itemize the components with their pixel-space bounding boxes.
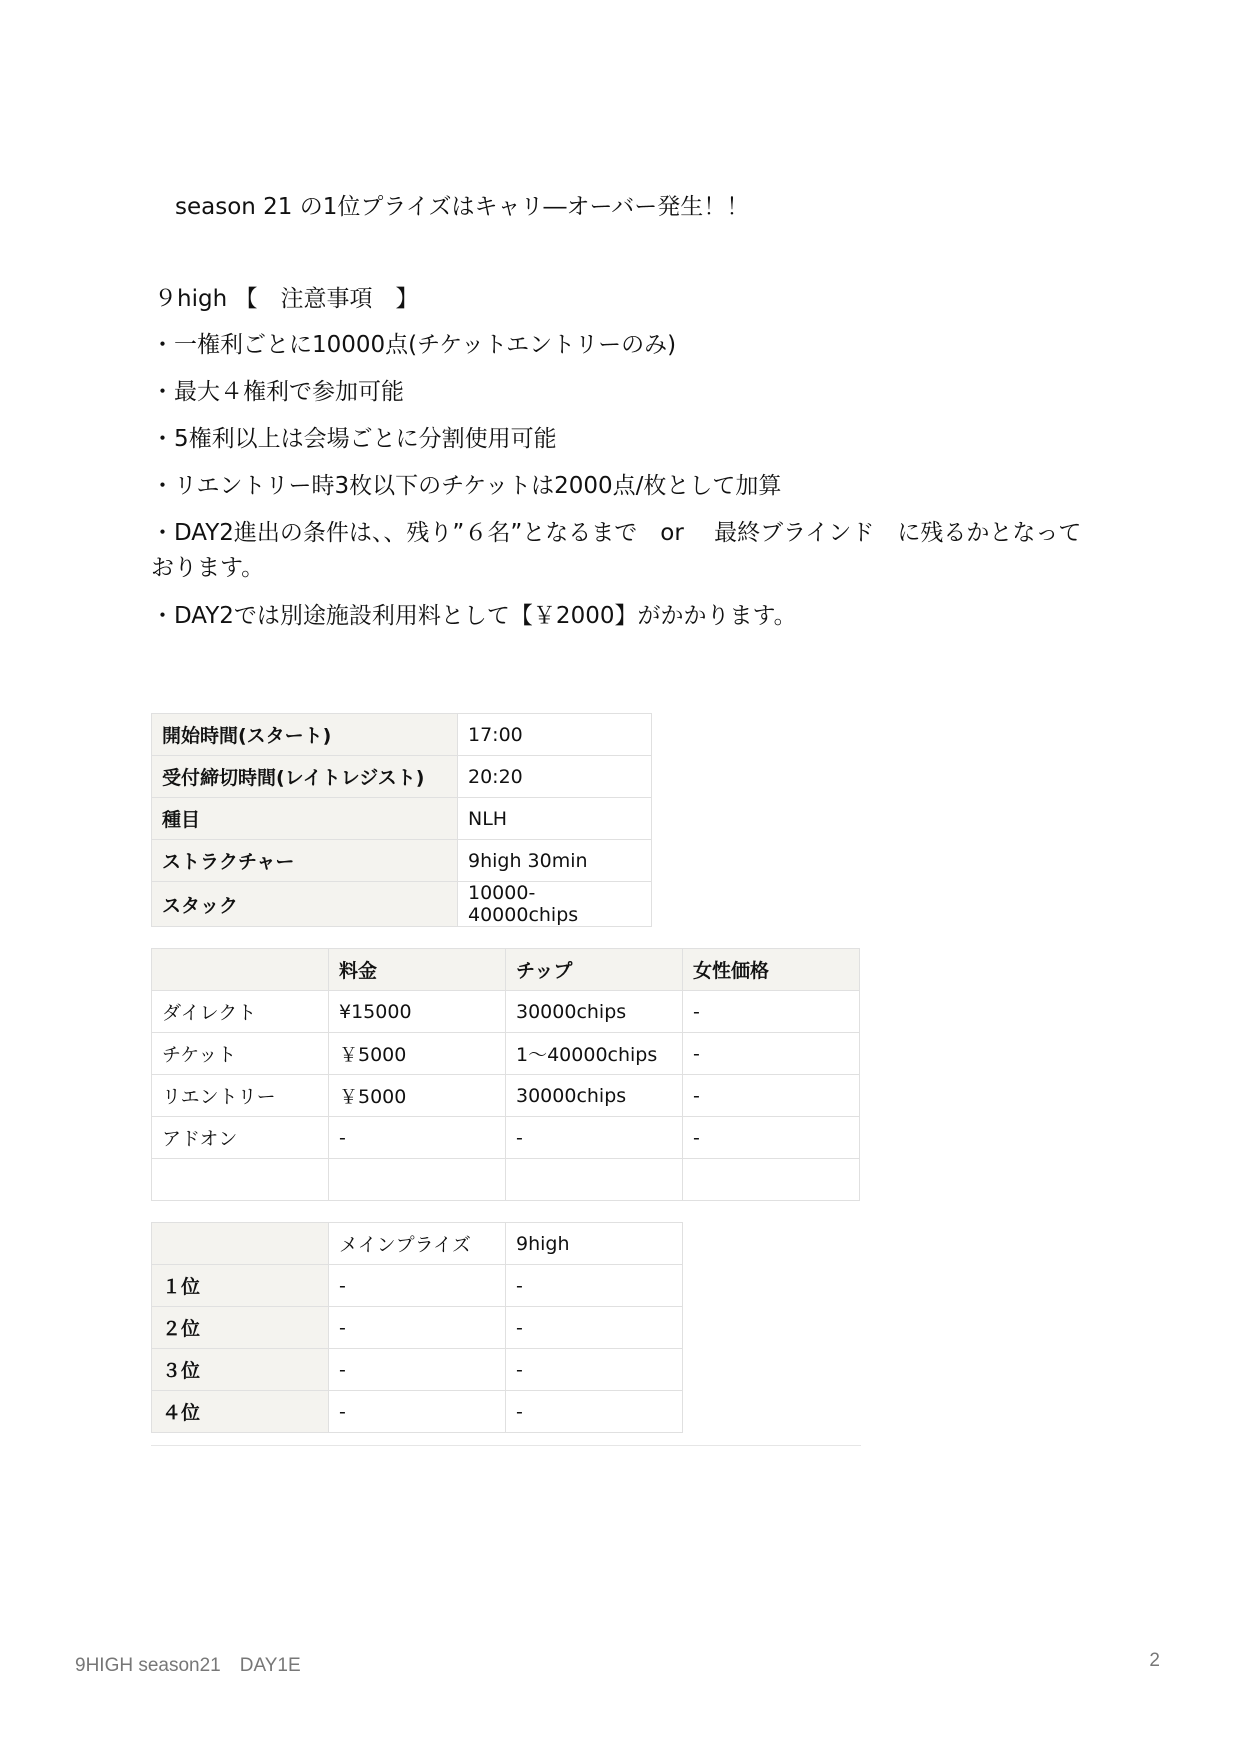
prize-position: ２位 <box>152 1307 329 1349</box>
table-cell: チケット <box>152 1033 329 1075</box>
column-header: 9high <box>506 1223 683 1265</box>
info-label: 受付締切時間(レイトレジスト) <box>152 756 458 798</box>
table-cell: - <box>506 1307 683 1349</box>
table-row <box>152 882 652 927</box>
note-item: ・DAY2進出の条件は、、残り”６名”となるまで or 最終ブラインド に残るかとなっております。 <box>151 520 1082 581</box>
column-header: メインプライズ <box>329 1223 506 1265</box>
table-cell: 1〜40000chips <box>506 1033 683 1075</box>
table-row <box>152 1075 860 1117</box>
info-label: 開始時間(スタート) <box>152 714 458 756</box>
table-row <box>152 798 652 840</box>
table-cell: ￥5000 <box>329 1033 506 1075</box>
info-value: 17:00 <box>458 714 652 756</box>
info-value: 10000-40000chips <box>458 882 652 927</box>
table-cell: ダイレクト <box>152 991 329 1033</box>
table-cell <box>329 1159 506 1201</box>
table-row <box>152 714 652 756</box>
column-header: 女性価格 <box>683 949 860 991</box>
table-cell: 30000chips <box>506 1075 683 1117</box>
table-row <box>152 840 652 882</box>
table-cell: - <box>506 1349 683 1391</box>
table-cell: アドオン <box>152 1117 329 1159</box>
entry-fee-table <box>151 948 860 1201</box>
table-row <box>152 991 860 1033</box>
info-value: 20:20 <box>458 756 652 798</box>
note-item: ・最大４権利で参加可能 <box>151 379 404 405</box>
table-row <box>152 1117 860 1159</box>
notes-title: ９high 【 注意事項 】 <box>154 286 419 312</box>
info-label: スタック <box>152 882 458 927</box>
table-cell: - <box>506 1117 683 1159</box>
info-value: 9high 30min <box>458 840 652 882</box>
info-value: NLH <box>458 798 652 840</box>
table-row <box>152 1307 683 1349</box>
table-cell <box>506 1159 683 1201</box>
footer-title: 9HIGH season21 DAY1E <box>75 1655 301 1676</box>
table-cell: - <box>329 1117 506 1159</box>
table-cell: - <box>683 991 860 1033</box>
table-cell: 30000chips <box>506 991 683 1033</box>
tournament-info-table <box>151 713 652 927</box>
table-header-row <box>152 1223 683 1265</box>
table-row <box>152 756 652 798</box>
prize-position: １位 <box>152 1265 329 1307</box>
table-header-row <box>152 949 860 991</box>
table-cell <box>152 1159 329 1201</box>
table-cell: - <box>683 1033 860 1075</box>
prize-table <box>151 1222 683 1433</box>
table-row <box>152 1033 860 1075</box>
note-item: ・一権利ごとに10000点(チケットエントリーのみ) <box>151 332 677 358</box>
table-cell: - <box>506 1391 683 1433</box>
column-header <box>152 1223 329 1265</box>
table-cell: - <box>329 1391 506 1433</box>
table-row <box>152 1391 683 1433</box>
page-number: 2 <box>1149 1650 1160 1671</box>
note-item: ・リエントリー時3枚以下のチケットは2000点/枚として加算 <box>151 473 782 499</box>
note-item: ・5権利以上は会場ごとに分割使用可能 <box>151 426 557 452</box>
table-cell: - <box>329 1307 506 1349</box>
document-body <box>151 190 1091 1446</box>
prize-position: ４位 <box>152 1391 329 1433</box>
note-item: ・DAY2では別途施設利用料として【￥2000】がかかります。 <box>151 603 797 629</box>
table-row <box>152 1349 683 1391</box>
table-cell: - <box>506 1265 683 1307</box>
prize-position: ３位 <box>152 1349 329 1391</box>
table-cell <box>683 1159 860 1201</box>
table-cell: ￥5000 <box>329 1075 506 1117</box>
column-header: 料金 <box>329 949 506 991</box>
info-label: ストラクチャー <box>152 840 458 882</box>
table-cell: - <box>683 1117 860 1159</box>
page-headline: season 21 の1位プライズはキャリ―オーバー発生！！ <box>175 194 750 220</box>
table-cell: ¥15000 <box>329 991 506 1033</box>
column-header <box>152 949 329 991</box>
table-cell: - <box>329 1349 506 1391</box>
info-label: 種目 <box>152 798 458 840</box>
table-cell: - <box>329 1265 506 1307</box>
table-cell: - <box>683 1075 860 1117</box>
divider <box>151 1445 861 1446</box>
table-row <box>152 1159 860 1201</box>
table-cell: リエントリー <box>152 1075 329 1117</box>
notes-section <box>151 282 1091 633</box>
table-row <box>152 1265 683 1307</box>
column-header: チップ <box>506 949 683 991</box>
